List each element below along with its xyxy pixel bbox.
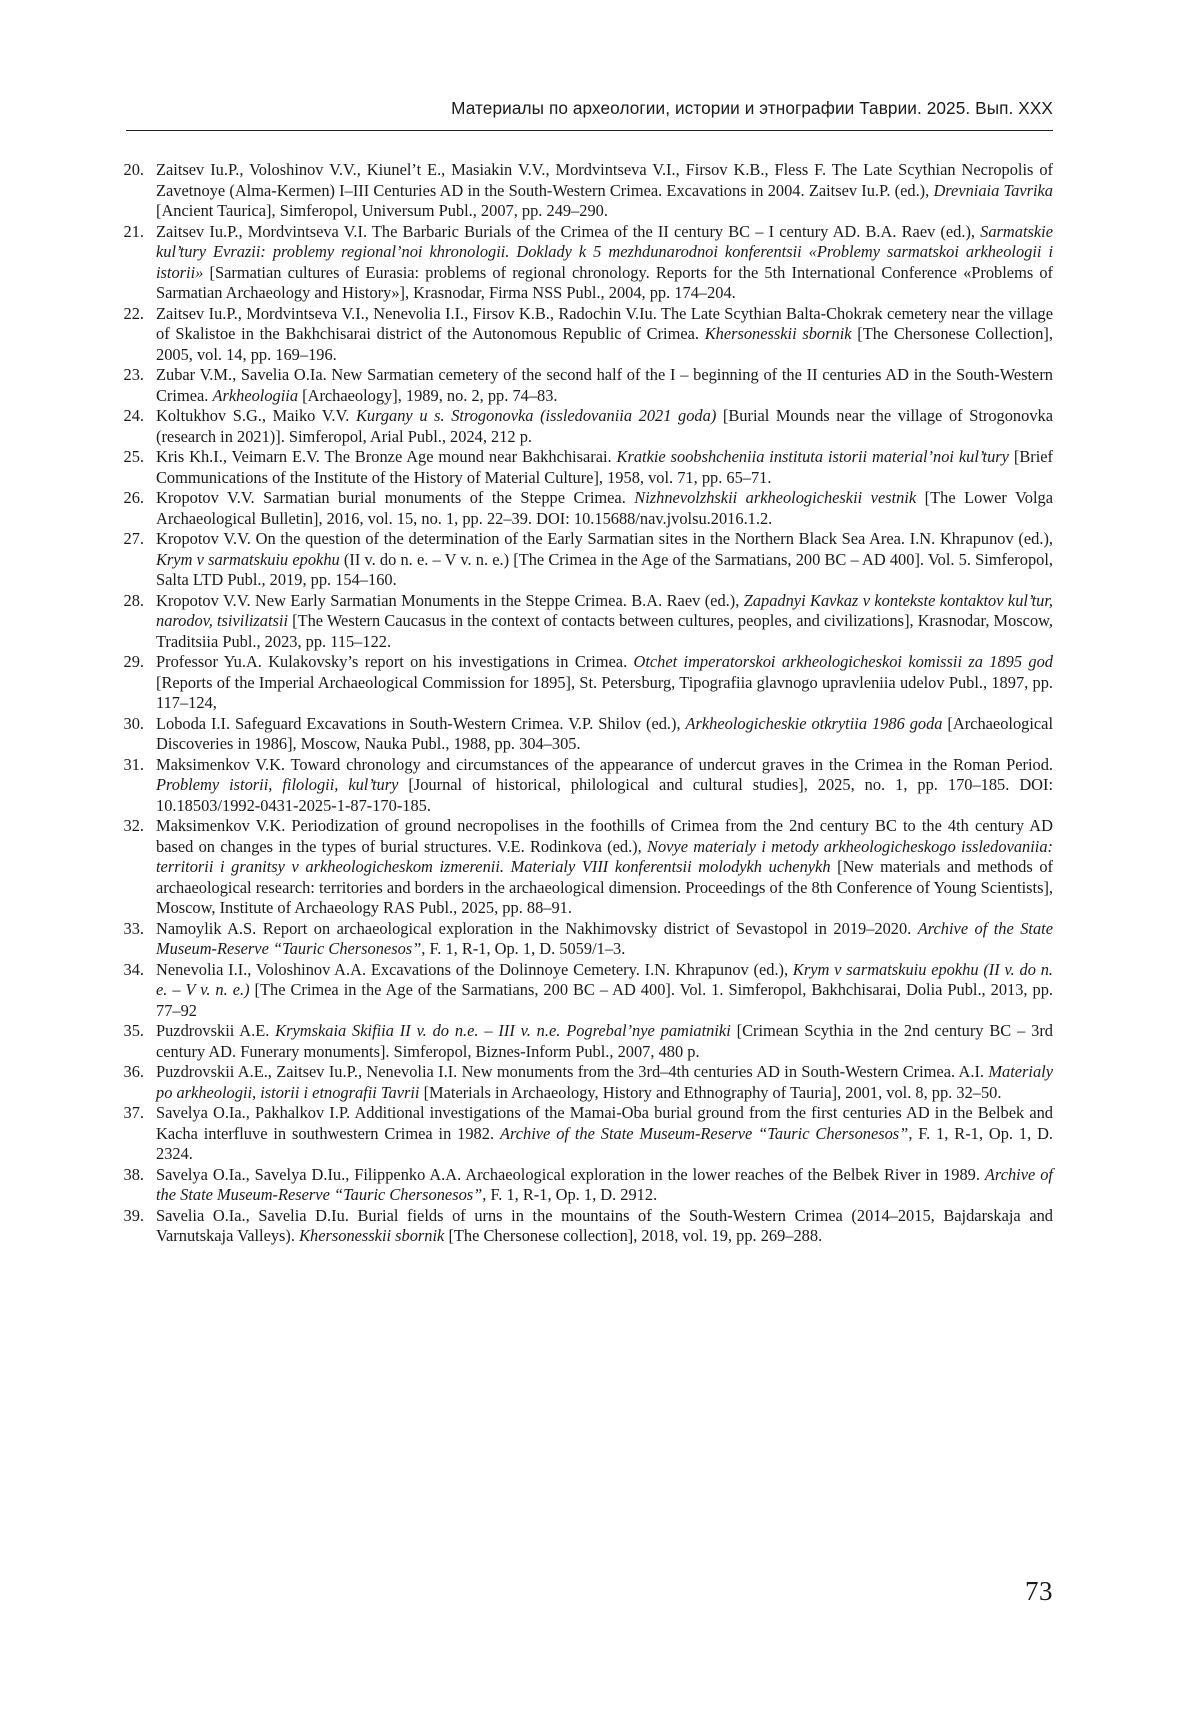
reference-text-segment: [New materials and methods of archaeological research: territories and borders in the archaeological dimension. Proceedings of the 8th Conference of Young Scientists], Moscow, Institute of Archaeology RAS Publ., 2025, pp. 88–91. bbox=[156, 857, 1053, 917]
reference-text-segment: Professor Yu.A. Kulakovsky’s report on his investigations in Crimea. bbox=[156, 652, 634, 671]
reference-text-segment: [Materials in Archaeology, History and Ethnography of Tauria], 2001, vol. 8, pp. 32–50. bbox=[419, 1082, 1002, 1102]
reference-title-italic: Krym v sarmatskuiu epokhu (II v. do n. e. – V v. n. e.) bbox=[156, 959, 1053, 999]
reference-text-segment: Kropotov V.V. Sarmatian burial monuments of the Steppe Crimea. bbox=[156, 488, 635, 507]
reference-title-italic: Khersonesskii sbornik bbox=[299, 1226, 445, 1245]
reference-list bbox=[96, 160, 1053, 1247]
reference-text-segment: [Reports of the Imperial Archaeological Commission for 1895], St. Petersburg, Tipografiia glavnogo upravleniia udelov Publ., 1897, pp. 117–124, bbox=[156, 672, 1053, 712]
reference-item bbox=[96, 160, 1053, 222]
reference-text-segment: [Crimean Scythia in the 2nd century BC – 3rd century AD. Funerary monuments]. Simferopol, Biznes-Inform Publ., 2007, 480 p. bbox=[156, 1021, 1053, 1061]
reference-item bbox=[96, 529, 1053, 591]
reference-item bbox=[96, 755, 1053, 817]
reference-item bbox=[96, 1165, 1053, 1206]
reference-item bbox=[96, 1021, 1053, 1062]
header-rule bbox=[126, 130, 1053, 131]
page-number: 73 bbox=[1025, 1576, 1053, 1606]
reference-text bbox=[156, 755, 1053, 817]
reference-number: 23. bbox=[123, 365, 144, 384]
reference-item bbox=[96, 591, 1053, 653]
reference-item bbox=[96, 816, 1053, 919]
reference-text bbox=[156, 816, 1053, 919]
reference-text bbox=[156, 1165, 1053, 1206]
reference-number: 33. bbox=[123, 918, 144, 938]
reference-text-segment: Maksimenkov V.K. Periodization of ground necropolises in the foothills of Crimea from the 2nd century BC to the 4th century AD based on changes in the types of burial structures. V.E. Rodinkova (ed.), bbox=[156, 816, 1053, 856]
reference-item bbox=[96, 1103, 1053, 1165]
reference-number: 35. bbox=[123, 1021, 144, 1040]
reference-number: 21. bbox=[123, 221, 144, 241]
reference-text-segment: Savelia O.Ia., Savelia D.Iu. Burial fields of urns in the mountains of the South-Western Crimea (2014–2015, Bajdarskaja and Varnutskaja Valleys). bbox=[156, 1205, 1053, 1245]
reference-text-segment: Namoylik A.S. Report on archaeological exploration in the Nakhimovsky district of Sevastopol in 2019–2020. bbox=[156, 918, 918, 938]
reference-number: 37. bbox=[123, 1103, 144, 1122]
reference-text-segment: Zaitsev Iu.P., Mordvintseva V.I., Nenevolia I.I., Firsov K.B., Radochin V.Iu. The Late Scythian Balta-Chokrak cemetery near the village of Skalistoe in the Bakhchisarai district of the Autonomous Republic of Crimea. bbox=[156, 303, 1053, 343]
reference-text-segment: , F. 1, R-1, Op. 1, D. 5059/1–3. bbox=[421, 939, 626, 958]
reference-text-segment: Kris Kh.I., Veimarn E.V. The Bronze Age mound near Bakhchisarai. bbox=[156, 447, 617, 466]
reference-text bbox=[156, 919, 1053, 960]
reference-number: 31. bbox=[123, 754, 144, 774]
reference-text-segment: , F. 1, R-1, Op. 1, D. 2912. bbox=[482, 1185, 658, 1204]
reference-text-segment: Nenevolia I.I., Voloshinov A.A. Excavations of the Dolinnoye Cemetery. I.N. Khrapunov (ed.), bbox=[156, 959, 793, 979]
reference-item bbox=[96, 652, 1053, 714]
reference-text bbox=[156, 1062, 1053, 1103]
reference-text bbox=[156, 365, 1053, 406]
reference-item bbox=[96, 406, 1053, 447]
reference-title-italic: Kurgany u s. Strogonovka (issledovaniia 2021 goda) bbox=[355, 406, 717, 425]
reference-title-italic: Nizhnevolzhskii arkheologicheskii vestnik bbox=[634, 488, 917, 507]
reference-title-italic: Archive of the State Museum-Reserve “Tauric Chersonesos” bbox=[499, 1123, 909, 1143]
reference-text bbox=[156, 591, 1053, 653]
reference-text-segment: Kropotov V.V. New Early Sarmatian Monuments in the Steppe Crimea. B.A. Raev (ed.), bbox=[156, 590, 744, 610]
reference-item bbox=[96, 1062, 1053, 1103]
reference-number: 27. bbox=[123, 529, 144, 548]
reference-text-segment: Kropotov V.V. On the question of the determination of the Early Sarmatian sites in the Northern Black Sea Area. I.N. Khrapunov (ed.), bbox=[156, 529, 1053, 548]
reference-number: 28. bbox=[123, 590, 144, 610]
reference-text-segment: Zubar V.M., Savelia O.Ia. New Sarmatian cemetery of the second half of the I – beginning of the II centuries AD in the South-Western Crimea. bbox=[156, 365, 1053, 405]
reference-text-segment: [Ancient Taurica], Simferopol, Universum Publ., 2007, pp. 249–290. bbox=[156, 201, 608, 220]
reference-text bbox=[156, 652, 1053, 714]
reference-text bbox=[156, 447, 1053, 488]
reference-number: 36. bbox=[123, 1062, 144, 1081]
reference-text-segment: Savelya O.Ia., Pakhalkov I.P. Additional investigations of the Mamai-Oba burial ground from the first centuries AD in the Belbek and Kacha interfluve in southwestern Crimea in 1982. bbox=[156, 1103, 1053, 1143]
reference-text-segment: [Brief Communications of the Institute of the History of Material Culture], 1958, vol. 71, pp. 65–71. bbox=[156, 447, 1053, 487]
reference-text-segment: [Journal of historical, philological and cultural studies], 2025, no. 1, pp. 170–185. DOI: 10.18503/1992-0431-2025-1-87-170-185. bbox=[156, 775, 1053, 815]
reference-item bbox=[96, 960, 1053, 1022]
reference-text bbox=[156, 222, 1053, 304]
reference-item bbox=[96, 714, 1053, 755]
reference-title-italic: Krymskaia Skifiia II v. do n.e. – III v. n.e. Pogrebal’nye pamiatniki bbox=[275, 1021, 731, 1040]
reference-title-italic: Novye materialy i metody arkheologicheskogo issledovaniia: territorii i granitsy v arkheologicheskom izmerenii. Materialy VIII konferentsii molodykh uchenykh bbox=[156, 836, 1053, 876]
reference-text bbox=[156, 406, 1053, 447]
reference-text-segment: [The Crimea in the Age of the Sarmatians, 200 BC – AD 400]. Vol. 1. Simferopol, Bakhchisarai, Dolia Publ., 2013, pp. 77–92 bbox=[156, 980, 1053, 1020]
reference-number: 20. bbox=[123, 160, 144, 179]
reference-title-italic: Kratkie soobshcheniia instituta istorii material’noi kul’tury bbox=[616, 447, 1009, 466]
reference-number: 38. bbox=[123, 1164, 144, 1184]
reference-item bbox=[96, 919, 1053, 960]
reference-text bbox=[156, 304, 1053, 366]
reference-number: 34. bbox=[123, 959, 144, 979]
running-head-title: Материалы по археологии, истории и этнографии Таврии. 2025. Вып. XXX bbox=[451, 98, 1053, 118]
reference-number: 39. bbox=[123, 1205, 144, 1225]
reference-text bbox=[156, 1103, 1053, 1165]
reference-number: 29. bbox=[123, 652, 144, 671]
reference-title-italic: Materialy po arkheologii, istorii i etnografii Tavrii bbox=[156, 1062, 1053, 1102]
reference-text-segment: Maksimenkov V.K. Toward chronology and circumstances of the appearance of undercut graves in the Crimea in the Roman Period. bbox=[156, 754, 1053, 774]
reference-number: 30. bbox=[123, 713, 144, 733]
reference-item bbox=[96, 488, 1053, 529]
reference-title-italic: Archive of the State Museum-Reserve “Tauric Chersonesos” bbox=[156, 1164, 1053, 1204]
reference-text bbox=[156, 960, 1053, 1022]
reference-text-segment: [The Lower Volga Archaeological Bulletin], 2016, vol. 15, no. 1, pp. 22–39. DOI: 10.15688/nav.jvolsu.2016.1.2. bbox=[156, 488, 1053, 528]
reference-title-italic: Khersonesskii sbornik bbox=[704, 324, 852, 343]
reference-item bbox=[96, 365, 1053, 406]
reference-text bbox=[156, 1206, 1053, 1247]
reference-text-segment: Loboda I.I. Safeguard Excavations in South-Western Crimea. V.P. Shilov (ed.), bbox=[156, 713, 686, 733]
reference-title-italic: Problemy istorii, filologii, kul’tury bbox=[156, 775, 399, 794]
reference-title-italic: Arkheologiia bbox=[212, 385, 299, 405]
reference-text-segment: , F. 1, R-1, Op. 1, D. 2324. bbox=[156, 1123, 1054, 1163]
reference-number: 26. bbox=[123, 488, 144, 507]
reference-text-segment: Zaitsev Iu.P., Voloshinov V.V., Kiunel’t E., Masiakin V.V., Mordvintseva V.I., Firsov K.B., Fless F. The Late Scythian Necropolis of Zavetnoye (Alma-Kermen) I–III Centuries AD in the South-Western Crimea. Excavations in 2004. Zaitsev Iu.P. (ed.), bbox=[156, 160, 1053, 200]
reference-text-segment: Puzdrovskii A.E. bbox=[156, 1021, 276, 1040]
reference-title-italic: Drevniaia Tavrika bbox=[933, 180, 1054, 200]
reference-text-segment: [The Chersonese Collection], 2005, vol. 14, pp. 169–196. bbox=[156, 324, 1053, 364]
reference-text bbox=[156, 529, 1053, 591]
reference-text bbox=[156, 714, 1053, 755]
reference-text-segment: Puzdrovskii A.E., Zaitsev Iu.P., Nenevolia I.I. New monuments from the 3rd–4th centuries AD in South-Western Crimea. A.I. bbox=[156, 1062, 989, 1081]
reference-item bbox=[96, 1206, 1053, 1247]
reference-text-segment: [Archaeological Discoveries in 1986], Moscow, Nauka Publ., 1988, pp. 304–305. bbox=[156, 713, 1053, 753]
reference-text-segment: [The Chersonese collection], 2018, vol. 19, pp. 269–288. bbox=[444, 1226, 823, 1245]
reference-title-italic: Krym v sarmatskuiu epokhu bbox=[156, 549, 340, 569]
reference-title-italic: Otchet imperatorskoi arkheologicheskoi komissii za 1895 god bbox=[633, 652, 1053, 671]
reference-text-segment: [Sarmatian cultures of Eurasia: problems of regional chronology. Reports for the 5th International Conference «Problems of Sarmatian Archaeology and History»], Krasnodar, Firma NSS Publ., 2004, pp. 174–204. bbox=[156, 262, 1053, 302]
reference-text-segment: Savelya O.Ia., Savelya D.Iu., Filippenko A.A. Archaeological exploration in the lower reaches of the Belbek River in 1989. bbox=[156, 1164, 985, 1184]
reference-item bbox=[96, 222, 1053, 304]
reference-title-italic: Zapadnyi Kavkaz v kontekste kontaktov kul’tur, narodov, tsivilizatsii bbox=[156, 590, 1054, 630]
reference-text-segment: Zaitsev Iu.P., Mordvintseva V.I. The Barbaric Burials of the Crimea of the II century BC – I century AD. B.A. Raev (ed.), bbox=[156, 221, 981, 241]
reference-text bbox=[156, 1021, 1053, 1062]
reference-number: 24. bbox=[123, 406, 144, 425]
reference-text-segment: Koltukhov S.G., Maiko V.V. bbox=[156, 406, 356, 425]
reference-text-segment: (II v. do n. e. – V v. n. e.) [The Crimea in the Age of the Sarmatians, 200 BC – AD 400]. Vol. 5. Simferopol, Salta LTD Publ., 2019, pp. 154–160. bbox=[156, 549, 1053, 589]
reference-number: 22. bbox=[123, 303, 144, 323]
reference-text-segment: [Burial Mounds near the village of Strogonovka (research in 2021)]. Simferopol, Arial Publ., 2024, 212 p. bbox=[156, 406, 1053, 446]
reference-title-italic: Sarmatskie kul’tury Evrazii: problemy regional’noi khronologii. Doklady k 5 mezhdunarodnoi konferentsii «Problemy sarmatskoi arkheologii i istorii» bbox=[156, 221, 1053, 282]
reference-text-segment: [The Western Caucasus in the context of contacts between cultures, peoples, and civilizations], Krasnodar, Moscow, Traditsiia Publ., 2023, pp. 115–122. bbox=[156, 611, 1054, 651]
reference-text-segment: [Archaeology], 1989, no. 2, pp. 74–83. bbox=[298, 385, 558, 405]
reference-number: 25. bbox=[123, 447, 144, 466]
reference-title-italic: Archive of the State Museum-Reserve “Tauric Chersonesos” bbox=[156, 918, 1053, 958]
reference-item bbox=[96, 304, 1053, 366]
reference-title-italic: Arkheologicheskie otkrytiia 1986 goda bbox=[685, 713, 943, 733]
reference-number: 32. bbox=[123, 816, 144, 835]
reference-text bbox=[156, 488, 1053, 529]
reference-item bbox=[96, 447, 1053, 488]
reference-text bbox=[156, 160, 1053, 222]
